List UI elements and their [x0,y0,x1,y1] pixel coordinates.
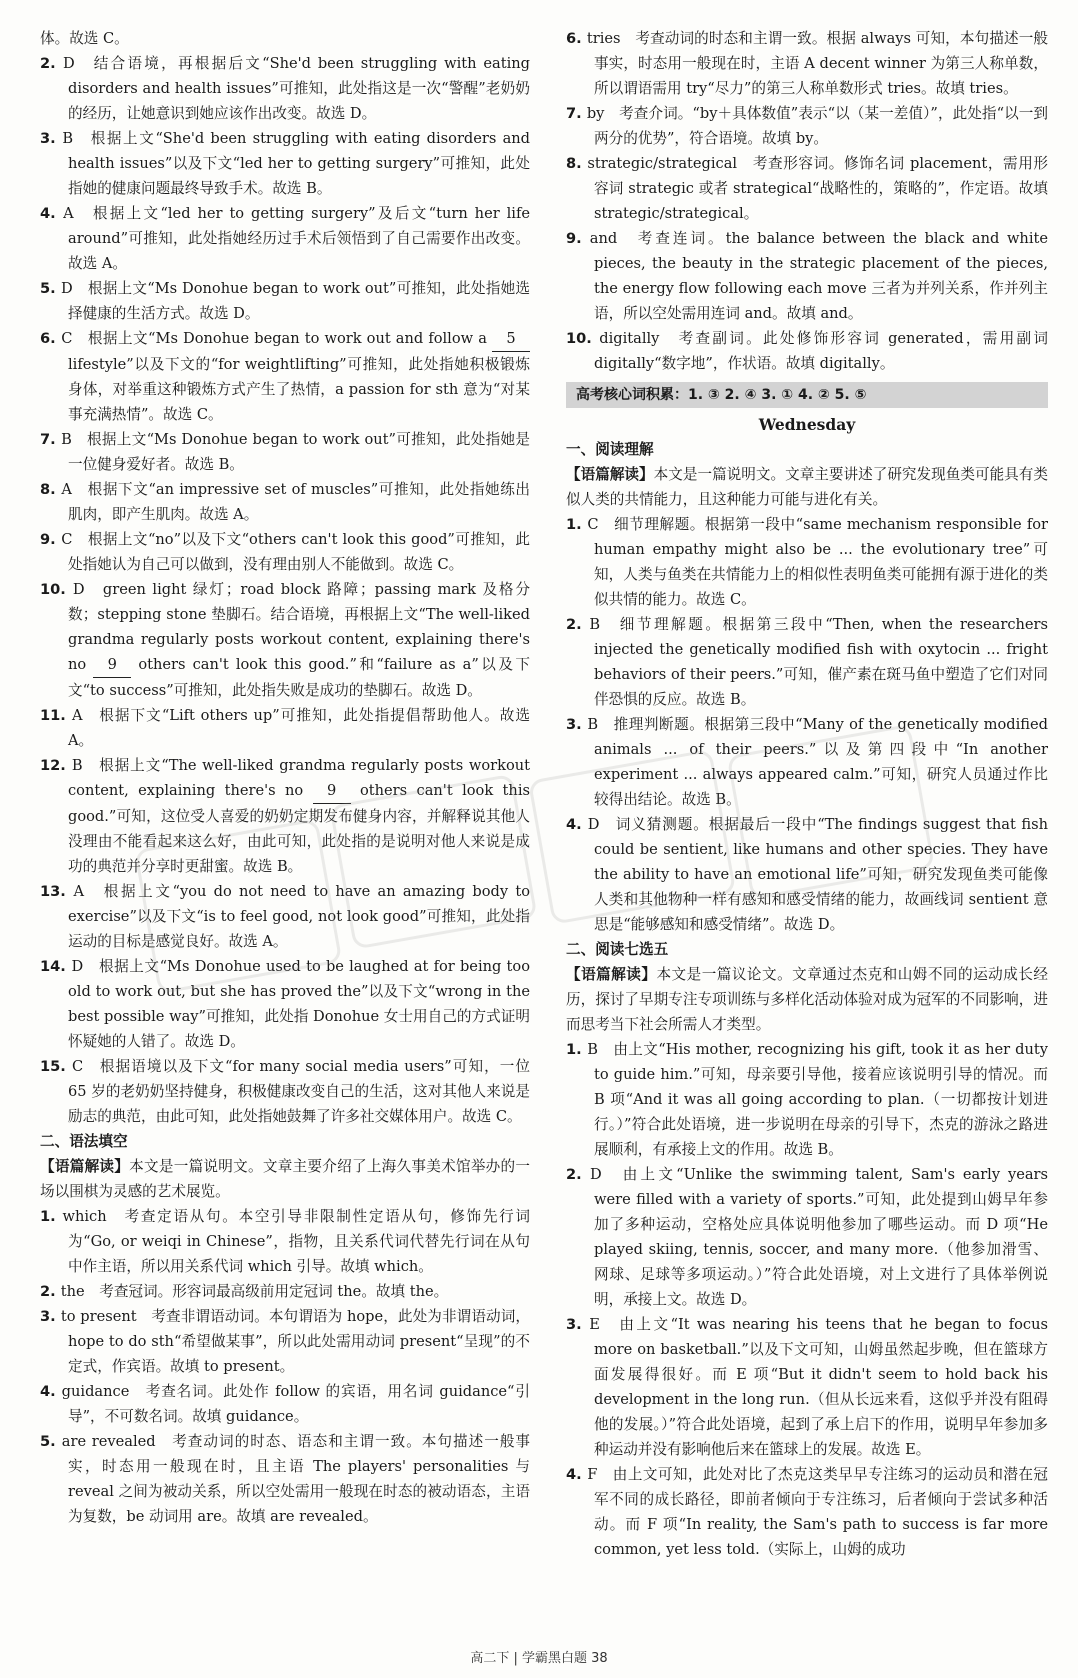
item-number: 14. [40,958,72,975]
item-number: 5. [40,280,62,297]
item-number: 7. [40,431,62,448]
item-text: others can't look this good.”可知，这位受人喜爱的奶奶定期发布健身内容，并解释说其他人没理由不能看起来这么好，由此可知，此处指的是说明对他人来说是成功的典范并分享时更甜蜜。故选 B。 [68,782,530,875]
item-text: C 细节理解题。根据第一段中“same mechanism responsible for human empathy might also be ... the evolutionary tree”可知，人类与鱼类在共情能力上的相似性表明鱼类可能拥有源于进化的类似共情的能力。故选 C。 [587,516,1048,608]
item-text: C 根据上文“Ms Donohue began to work out and follow a [61,330,493,347]
item-number: 4. [566,1466,588,1483]
day-heading: Wednesday [758,415,856,434]
item-text: B 根据上文“She'd been struggling with eating disorders and health issues”以及下文“led her to getting surgery”可推知，此处指她的健康问题最终导致手术。故选 B。 [62,130,531,197]
item-text: B 细节理解题。根据第三段中“Then, when the researchers injected the genetically modified fish with oxytocin ... fright behaviors of their peers.”可知，催产素在斑马鱼中塑造了它们对同伴恐惧的反应。故选 B。 [589,616,1049,708]
answer-item [566,151,1048,226]
item-number: 4. [40,205,64,222]
item-text: B 根据上文“The well-liked grandma regularly posts workout content, explaining there's no [68,757,530,799]
item-text: strategic/strategical 考查形容词。修饰名词 placement，需用形容词 strategic 或者 strategical“战略性的，策略的”，作定语。故填 strategic/strategical。 [587,155,1048,222]
answer-item [566,512,1048,612]
answer-item [40,201,530,276]
answer-item [40,577,530,703]
item-text: lifestyle”以及下文的“for weightlifting”可推知，此处指她积极锻炼身体，对举重这种锻炼方式产生了热情，a passion for sth 意为“对某事充满热情”。故选 C。 [68,356,530,423]
item-number: 3. [40,130,63,147]
item-number: 13. [40,883,74,900]
fill-blank: 9 [93,652,131,678]
item-number: 6. [566,30,587,47]
item-text: others can't look this good.”和“failure as a”以及下文“to success”可推知，此处指失败是成功的垫脚石。故选 D。 [68,656,530,699]
item-number: 3. [566,1316,590,1333]
section-heading: 二、阅读七选五 [566,941,669,958]
answer-item [566,26,1048,101]
answer-item [40,527,530,577]
item-number: 4. [566,816,588,833]
answer-item [566,712,1048,812]
item-number: 12. [40,757,72,774]
item-text: E 由上文“It was nearing his teens that he began to focus more on basketball.”以及下文可知，山姆虽然起步晚，但在篮球方面发展得很好。而 E 项“But it didn't seem to hold back his development in the long run.（但从长远来看，这似乎并没有阻碍他的发展。）”符合此处语境，起到了承上启下的作用，说明早年参加多种运动并没有影响他后来在篮球上的发展。故选 E。 [589,1316,1048,1458]
answer-item [40,427,530,477]
interpretation-text: 本文是一篇说明文。文章主要讲述了研究发现鱼类可能具有类似人类的共情能力，且这种能力可能与进化有关。 [566,466,1048,508]
answer-item [566,612,1048,712]
item-number: 2. [566,616,590,633]
answer-item [40,1429,530,1529]
interpretation-label: 【语篇解读】 [566,466,654,483]
answer-item [40,954,530,1054]
item-text: A 根据下文“Lift others up”可推知，此处指提倡帮助他人。故选 A。 [68,707,531,749]
item-text: D green light 绿灯；road block 路障；passing mark 及格分数；stepping stone 垫脚石。结合语境，再根据上文“The well-liked grandma regularly posts workout content, explaining there's no [68,581,531,673]
interpretation-text: 本文是一篇议论文。文章通过杰克和山姆不同的运动成长经历，探讨了早期专注专项训练与多样化活动体验对成为冠军的不同影响，进而思考当下社会所需人才类型。 [566,966,1048,1033]
answer-item [40,1054,530,1129]
item-text: D 根据上文“Ms Donohue used to be laughed at for being too old to work out, but she has proved the”以及下文“wrong in the best possible way”可推知，此处指 Donohue 女士用自己的方式证明怀疑她的人错了。故选 D。 [68,958,530,1050]
item-text: D 根据上文“Ms Donohue began to work out”可推知，此处指她选择健康的生活方式。故选 D。 [61,280,531,322]
answer-item [40,326,530,427]
answer-item [40,1204,530,1279]
item-text: 体。故选 C。 [40,30,129,47]
answer-item [566,226,1048,326]
section-heading: 一、阅读理解 [566,441,654,458]
item-number: 5. [40,1433,62,1450]
answer-item [40,1279,530,1304]
answer-item [40,276,530,326]
answer-item [40,126,530,201]
item-text: by 考查介词。“by＋具体数值”表示“以（某一差值）”，此处指“以一到两分的优势”，符合语境。故填 by。 [586,105,1048,147]
answer-item [566,1312,1048,1462]
fill-blank: 5 [492,326,530,352]
item-number: 8. [40,481,62,498]
item-text: D 由上文“Unlike the swimming talent, Sam's early years were filled with a variety of sports.”可知，此处提到山姆早年参加了多种运动，空格处应具体说明他参加了哪些运动。而 D 项“He played skiing, tennis, soccer, and many more.（他参加滑雪、网球、足球等多项运动。）”符合此处语境，对上文进行了具体举例说明，承接上文。故选 D。 [590,1166,1048,1308]
item-text: C 根据上文“no”以及下文“others can't look this good”可推知，此处指她认为自己可以做到，没有理由别人不能做到。故选 C。 [61,531,531,573]
item-text: A 根据下文“an impressive set of muscles”可推知，此处指她练出肌肉，即产生肌肉。故选 A。 [61,481,530,523]
section-heading: 二、语法填空 [40,1133,128,1150]
item-number: 2. [40,55,64,72]
fill-blank: 9 [313,778,351,804]
left-column [40,26,530,1529]
item-number: 1. [566,1041,588,1058]
answer-item [40,26,530,51]
vocab-banner: 高考核心词积累：1. ③ 2. ④ 3. ① 4. ② 5. ⑤ [566,382,1048,408]
answer-item [40,879,530,954]
item-text: tries 考查动词的时态和主谓一致。根据 always 可知，本句描述一般事实，时态用一般现在时，主语 A decent winner 为第三人称单数，所以谓语需用 try“尽力”的第三人称单数形式 tries。故填 tries。 [586,30,1049,97]
item-number: 8. [566,155,588,172]
answer-item [40,477,530,527]
answer-item [566,812,1048,937]
item-text: F 由上文可知，此处对比了杰克这类早早专注练习的运动员和潜在冠军不同的成长路径，即前者倾向于专注练习，后者倾向于尝试多种活动。而 F 项“In reality, the Sam's path to success is far more common, yet less told.（实际上，山姆的成功 [587,1466,1048,1558]
item-number: 2. [40,1283,61,1300]
item-text: and 考查连词。the balance between the black and white pieces, the beauty in the strategic placement of the pieces, the energy flow following each move 三者为并列关系，作并列主语，所以空处需用连词 and。故填 and。 [589,230,1048,322]
answer-item [566,326,1048,376]
item-text: B 根据上文“Ms Donohue began to work out”可推知，此处指她是一位健身爱好者。故选 B。 [61,431,531,473]
passage-interpretation [566,462,1048,512]
item-number: 1. [40,1208,63,1225]
item-number: 4. [40,1383,62,1400]
answer-item [40,703,530,753]
item-text: A 根据上文“led her to getting surgery”及后文“turn her life around”可推知，此处指她经历过手术后领悟到了自己需要作出改变。故选 A。 [63,205,530,272]
item-text: C 根据语境以及下文“for many social media users”可知，一位 65 岁的老奶奶坚持健身，积极健康改变自己的生活，这对其他人来说是励志的典范，由此可知，此处指她鼓舞了许多社交媒体用户。故选 C。 [68,1058,531,1125]
item-number: 9. [40,531,62,548]
item-number: 9. [566,230,590,247]
item-number: 1. [566,516,588,533]
interpretation-label: 【语篇解读】 [40,1158,130,1175]
passage-interpretation [566,962,1048,1037]
item-text: digitally 考查副词。此处修饰形容词 generated，需用副词 digitally“数字地”，作状语。故填 digitally。 [594,330,1049,372]
item-text: are revealed 考查动词的时态、语态和主谓一致。本句描述一般事实，时态用一般现在时，且主语 The players' personalities 与 reveal 之间为被动关系，所以空处需用一般现在时态的被动语态，主语为复数，be 动词用 are。故填 are revealed。 [61,1433,531,1525]
item-text: to present 考查非谓语动词。本句谓语为 hope，此处为非谓语动词，hope to do sth“希望做某事”，所以此处需用动词 present“呈现”的不定式，作宾语。故填 to present。 [60,1308,530,1375]
answer-item [566,1462,1048,1562]
page-footer: 高二下 | 学霸黑白题 38 [470,1651,608,1666]
item-text: D 词义猜测题。根据最后一段中“The findings suggest that fish could be sentient, like humans and other species. They have the ability to have an emotional life”可知，研究发现鱼类可能像人类和其他物种一样有感知和感受情绪的能力，故画线词 sentient 意思是“能够感知和感受情绪”。故选 D。 [587,816,1049,933]
item-number: 3. [566,716,588,733]
interpretation-label: 【语篇解读】 [566,966,657,983]
item-text: B 由上文“His mother, recognizing his gift, took it as her duty to guide him.”可知，母亲要引导他，接着应该说明引导的情况。而 B 项“And it was all going according to plan.（一切都按计划进行。）”符合此处语境，进一步说明在母亲的引导下，杰克的游泳之路进展顺利，有承接上文的作用。故选 B。 [587,1041,1048,1158]
item-number: 15. [40,1058,72,1075]
item-number: 10. [40,581,73,598]
item-number: 6. [40,330,62,347]
answer-item [40,753,530,879]
interpretation-text: 本文是一篇说明文。文章主要介绍了上海久事美术馆举办的一场以围棋为灵感的艺术展览。 [40,1158,530,1200]
answer-item [40,1379,530,1429]
item-text: B 推理判断题。根据第三段中“Many of the genetically modified animals ... of their peers.”以及第四段中“In another experiment ... always appeared calm.”可知，研究人员通过作比较得出结论。故选 B。 [587,716,1048,808]
item-number: 11. [40,707,72,724]
answer-item [40,51,530,126]
answer-item [40,1304,530,1379]
item-number: 2. [566,1166,590,1183]
item-number: 10. [566,330,600,347]
answer-item [566,101,1048,151]
item-number: 7. [566,105,587,122]
item-number: 3. [40,1308,61,1325]
item-text: the 考查冠词。形容词最高级前用定冠词 the。故填 the。 [60,1283,449,1300]
item-text: which 考查定语从句。本空引导非限制性定语从句，修饰先行词为“Go, or weiqi in Chinese”，指物，且关系代词代替先行词在从句中作主语，所以用关系代词 which 引导。故填 which。 [62,1208,531,1275]
item-text: D 结合语境，再根据后文“She'd been struggling with eating disorders and health issues”可推知，此处指这是一次“警醒”老奶奶的经历，让她意识到她应该作出改变。故选 D。 [63,55,530,122]
answer-item [566,1162,1048,1312]
item-text: guidance 考查名词。此处作 follow 的宾语，用名词 guidance“引导”，不可数名词。故填 guidance。 [61,1383,530,1425]
right-column [566,26,1048,1562]
item-text: A 根据上文“you do not need to have an amazing body to exercise”以及下文“is to feel good, not look good”可推知，此处指运动的目标是感觉良好。故选 A。 [68,883,530,950]
answer-item [566,1037,1048,1162]
passage-interpretation [40,1154,530,1204]
